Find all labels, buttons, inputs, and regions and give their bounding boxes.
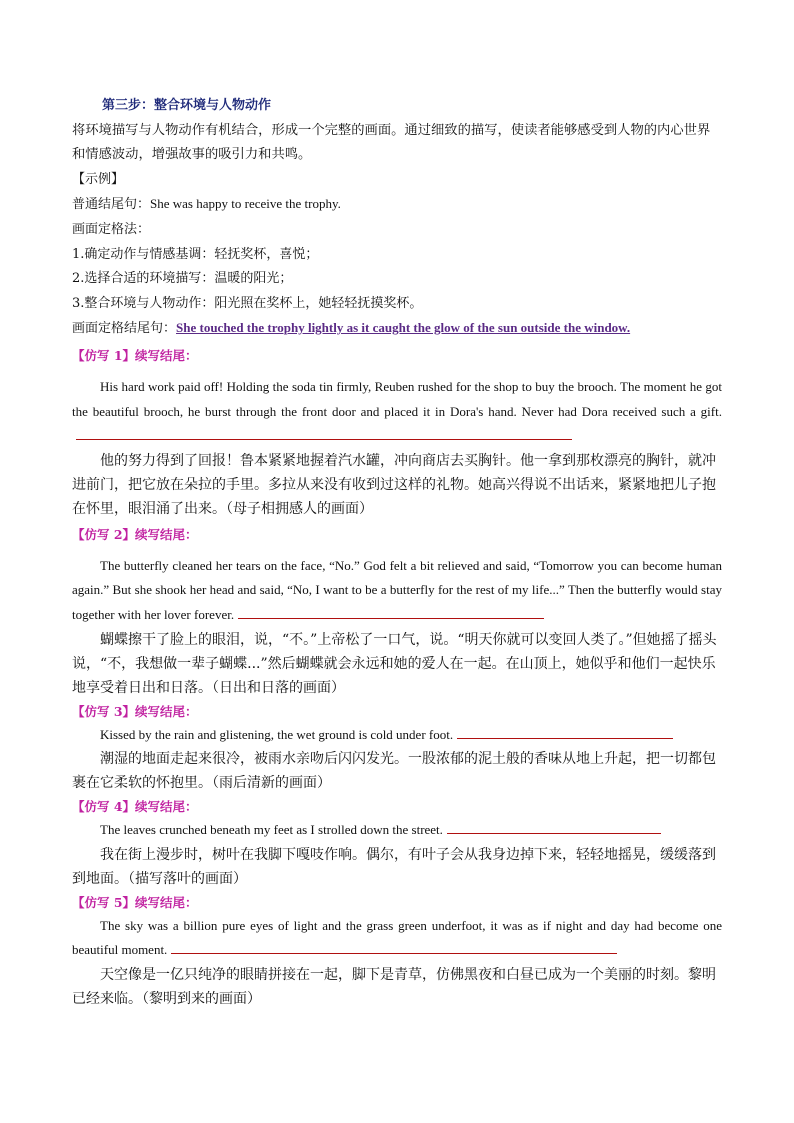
document-page [72,94,722,1011]
task-3-english [72,723,722,748]
task-4-english-text: The leaves crunched beneath my feet as I strolled down the street. [100,822,443,838]
plain-ending-sentence: She was happy to receive the trophy. [150,196,341,212]
step3-title: 第三步：整合环境与人物动作 [102,98,272,113]
task-4-answer-blank[interactable] [447,821,661,834]
task-2-answer-blank[interactable] [238,606,544,619]
task-5-english [72,914,722,963]
task-4-title: 【仿写 4】续写结尾： [72,799,198,815]
method-label: 画面定格法： [72,221,151,237]
final-ending [72,316,722,342]
method-step-3: 3.整合环境与人物动作：阳光照在奖杯上，她轻轻抚摸奖杯。 [72,295,423,311]
task-5-title: 【仿写 5】续写结尾： [72,894,198,910]
task-2-english [72,554,722,628]
plain-ending-label: 普通结尾句： [72,197,151,213]
task-2-chinese: 蝴蝶擦干了脸上的眼泪，说，“不。”上帝松了一口气，说。“明天你就可以变回人类了。”但她摇了摇头说，“不，我想做一辈子蝴蝶...”然后蝴蝶就会永远和她的爱人在一起。在山顶上，她似乎和他们一起快乐地享受着日出和日落。（日出和日落的画面） [72,631,717,696]
step3-description: 将环境描写与人物动作有机结合，形成一个完整的画面。通过细致的描写，使读者能够感受到人物的内心世界和情感波动，增强故事的吸引力和共鸣。 [72,122,711,163]
method-step-1: 1.确定动作与情感基调：轻抚奖杯，喜悦； [72,246,319,262]
task-1-chinese: 他的努力得到了回报！鲁本紧紧地握着汽水罐，冲向商店去买胸针。他一拿到那枚漂亮的胸针，就冲进前门，把它放在朵拉的手里。多拉从来没有收到过这样的礼物。她高兴得说不出话来，紧紧地把儿子抱在怀里，眼泪涌了出来。（母子相拥感人的画面） [72,452,716,517]
method-step-2: 2.选择合适的环境描写：温暖的阳光； [72,271,293,287]
task-2-english-text: The butterfly cleaned her tears on the face, “No.” God felt a bit relieved and said, “Tomorrow you can become human again.” But she shook her head and said, “No, I want to be a butterfly for the rest of my life...” Then the butterfly would stay together with her lover forever. [72,557,722,622]
task-3-answer-blank[interactable] [457,726,673,739]
task-1-english [72,375,722,449]
plain-ending [72,192,722,218]
final-ending-label: 画面定格结尾句： [72,321,177,337]
task-4-english [72,818,722,843]
final-ending-sentence: She touched the trophy lightly as it caught the glow of the sun outside the window. [176,320,631,336]
task-4-chinese: 我在街上漫步时，树叶在我脚下嘎吱作响。偶尔，有叶子会从我身边掉下来，轻轻地摇晃，缓缓落到到地面。（描写落叶的画面） [72,846,716,887]
task-5-english-text: The sky was a billion pure eyes of light and the grass green underfoot, it was as if night and day had become one beautiful moment. [72,917,722,958]
task-3-english-text: Kissed by the rain and glistening, the wet ground is cold under foot. [100,726,454,742]
task-1-title: 【仿写 1】续写结尾： [72,347,198,363]
task-5-answer-blank[interactable] [171,941,617,954]
task-3-title: 【仿写 3】续写结尾： [72,703,198,719]
task-5-chinese: 天空像是一亿只纯净的眼睛拼接在一起，脚下是青草，仿佛黑夜和白昼已成为一个美丽的时刻。黎明已经来临。（黎明到来的画面） [72,966,716,1007]
task-1-answer-blank[interactable] [76,427,572,440]
task-2-title: 【仿写 2】续写结尾： [72,526,198,542]
task-3-chinese: 潮湿的地面走起来很冷，被雨水亲吻后闪闪发光。一股浓郁的泥土般的香味从地上升起，把一切都包裹在它柔软的怀抱里。（雨后清新的画面） [72,751,716,792]
task-1-english-text: His hard work paid off! Holding the soda tin firmly, Reuben rushed for the shop to buy the brooch. The moment he got the beautiful brooch, he burst through the front door and placed it in Dora's hand. Never had Dora received such a gift. [72,378,722,419]
example-label: 【示例】 [72,171,125,187]
